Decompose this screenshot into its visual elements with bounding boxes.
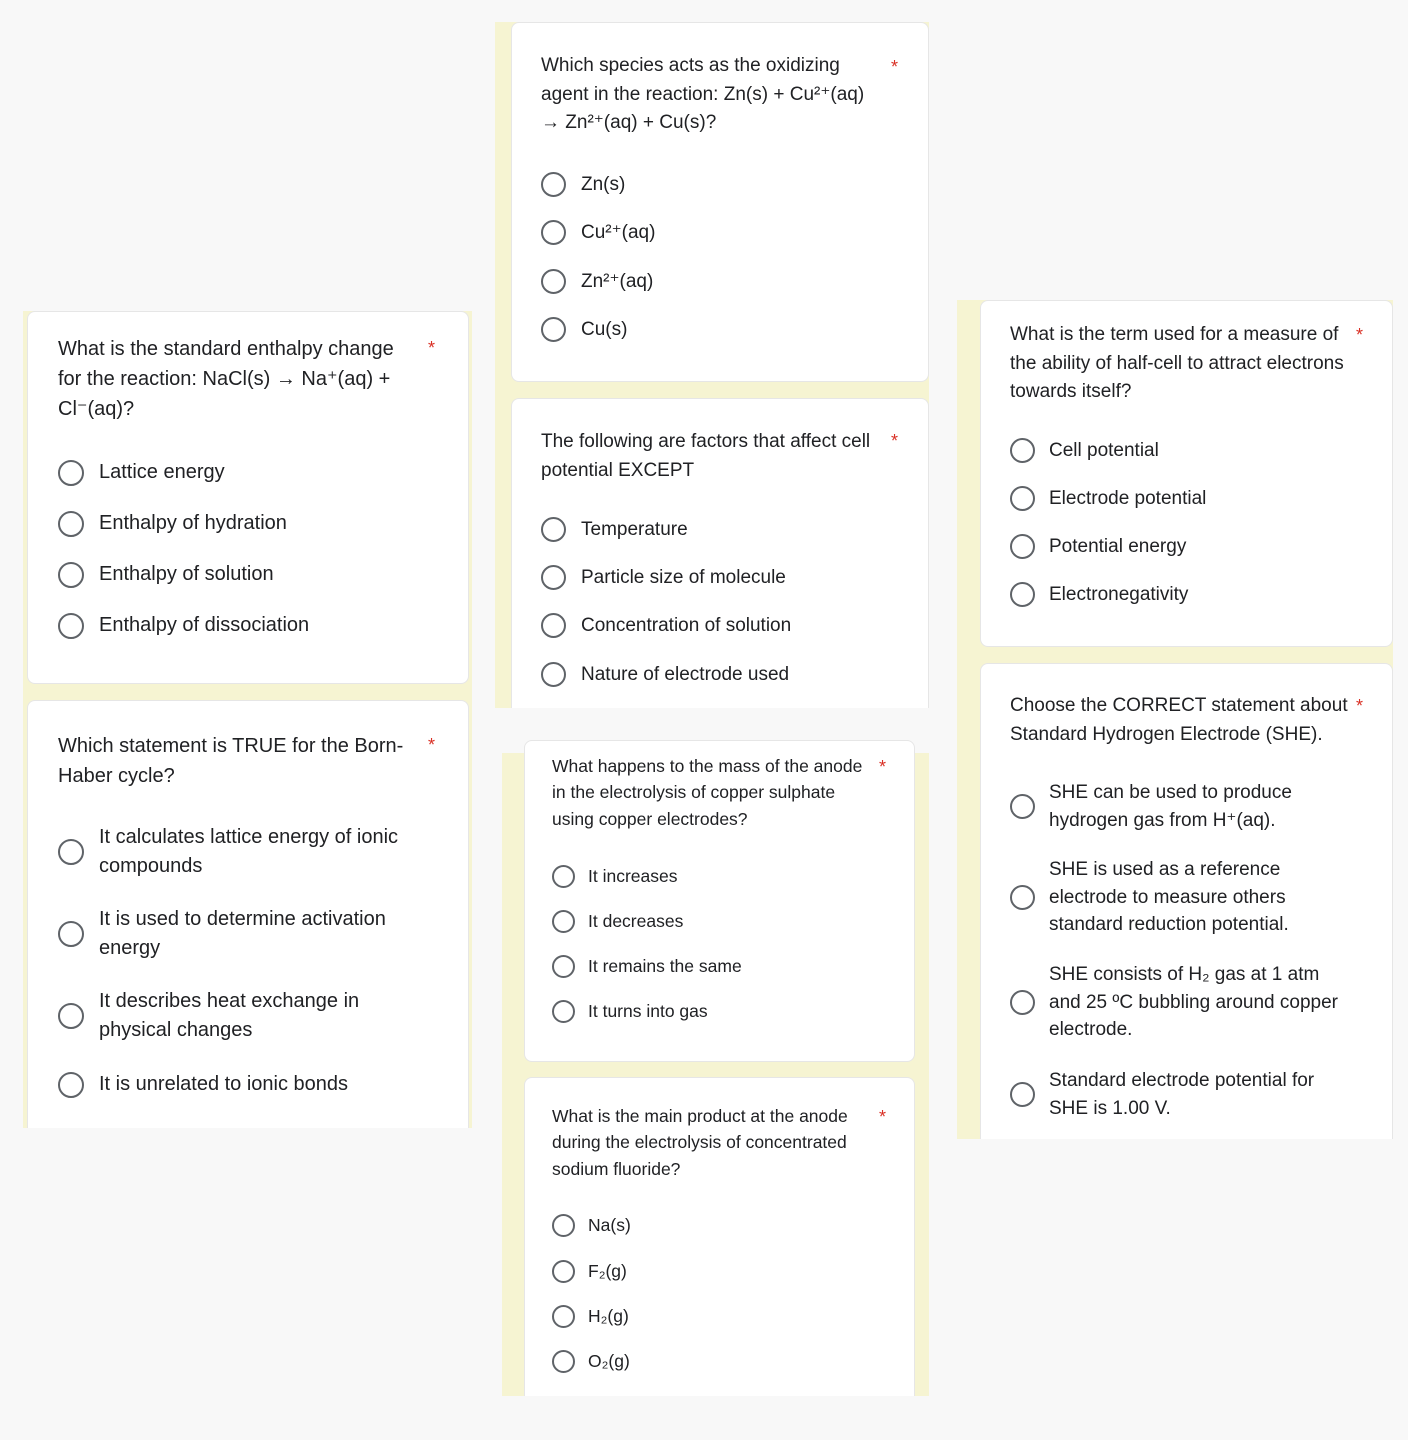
option-she-potential[interactable] [1010, 1067, 1350, 1122]
option-label: Electronegativity [1049, 584, 1189, 605]
required-asterisk: * [879, 1107, 887, 1127]
radio-button[interactable] [552, 1260, 575, 1283]
radio-button[interactable] [58, 1003, 84, 1029]
radio-button[interactable] [552, 1305, 575, 1328]
radio-button[interactable] [552, 955, 575, 978]
option-particle-size[interactable] [541, 564, 786, 592]
required-asterisk: * [428, 338, 436, 358]
radio-button[interactable] [58, 460, 84, 486]
option-label: F₂(g) [588, 1261, 627, 1281]
option-unrelated-ionic[interactable] [58, 1070, 418, 1099]
option-zn-s[interactable] [541, 171, 625, 199]
option-label: Electrode potential [1049, 488, 1207, 509]
required-asterisk: * [428, 735, 436, 755]
radio-button[interactable] [552, 1350, 575, 1373]
option-label: Nature of electrode used [581, 664, 790, 685]
option-label: Temperature [581, 519, 688, 540]
option-mass-decreases[interactable] [552, 909, 683, 934]
radio-button[interactable] [541, 220, 566, 245]
radio-button[interactable] [541, 565, 566, 590]
radio-button[interactable] [1010, 438, 1035, 463]
option-label: Lattice energy [99, 461, 225, 483]
option-label: Standard electrode potential for SHE is 1.00 V. [1049, 1070, 1315, 1119]
question-title: The following are factors that affect cell potential EXCEPT [541, 431, 871, 481]
question-title: Which statement is TRUE for the Born-Haber cycle? [58, 735, 404, 787]
option-electrode-potential[interactable] [1010, 485, 1206, 513]
radio-button[interactable] [1010, 534, 1035, 559]
question-card-enthalpy-change [27, 311, 469, 684]
option-heat-exchange[interactable] [58, 987, 418, 1045]
radio-button[interactable] [541, 613, 566, 638]
question-card-cell-potential-factors [511, 398, 929, 708]
option-concentration[interactable] [541, 612, 791, 640]
radio-button[interactable] [58, 1072, 84, 1098]
option-electronegativity[interactable] [1010, 581, 1188, 609]
question-card-oxidizing-agent [511, 22, 929, 382]
option-cell-potential[interactable] [1010, 437, 1159, 465]
option-label: It is unrelated to ionic bonds [99, 1073, 349, 1095]
option-lattice-energy[interactable] [58, 458, 225, 487]
question-title: What is the standard enthalpy change for the reaction: NaCl(s) → Na⁺(aq) + Cl⁻(aq)? [58, 338, 394, 420]
option-label: H₂(g) [588, 1306, 629, 1326]
option-enthalpy-solution[interactable] [58, 560, 274, 589]
option-f2-g[interactable] [552, 1259, 627, 1284]
radio-button[interactable] [58, 921, 84, 947]
radio-button[interactable] [552, 910, 575, 933]
radio-button[interactable] [552, 1000, 575, 1023]
option-she-reference[interactable] [1010, 856, 1310, 939]
option-label: SHE consists of H₂ gas at 1 atm and 25 ºC bubbling around copper electrode. [1049, 964, 1338, 1041]
question-title: What is the main product at the anode during the electrolysis of concentrated sodium fluoride? [552, 1106, 848, 1179]
option-label: Cu(s) [581, 319, 628, 340]
option-label: Zn(s) [581, 174, 626, 195]
option-label: Cell potential [1049, 440, 1159, 461]
radio-button[interactable] [1010, 885, 1035, 910]
question-title: Choose the CORRECT statement about Standard Hydrogen Electrode (SHE). [1010, 695, 1348, 745]
option-label: Cu²⁺(aq) [581, 222, 656, 243]
option-zn2-aq[interactable] [541, 268, 653, 296]
required-asterisk: * [1356, 696, 1364, 716]
radio-button[interactable] [58, 511, 84, 537]
question-card-anode-product [524, 1077, 915, 1396]
question-title: What happens to the mass of the anode in the electrolysis of copper sulphate using copper electrodes? [552, 756, 863, 829]
radio-button[interactable] [541, 517, 566, 542]
option-label: Enthalpy of hydration [99, 512, 287, 534]
option-label: It describes heat exchange in physical changes [99, 990, 360, 1041]
option-activation-energy[interactable] [58, 905, 418, 963]
radio-button[interactable] [58, 613, 84, 639]
option-mass-same[interactable] [552, 954, 742, 979]
option-mass-gas[interactable] [552, 999, 708, 1024]
option-label: Concentration of solution [581, 615, 792, 636]
required-asterisk: * [891, 57, 899, 77]
question-card-she-statement [980, 663, 1393, 1139]
radio-button[interactable] [541, 269, 566, 294]
radio-button[interactable] [58, 562, 84, 588]
option-electrode-nature[interactable] [541, 661, 789, 689]
option-label: Enthalpy of solution [99, 563, 274, 585]
radio-button[interactable] [1010, 486, 1035, 511]
required-asterisk: * [1356, 325, 1364, 345]
option-label: Enthalpy of dissociation [99, 614, 310, 636]
radio-button[interactable] [1010, 990, 1035, 1015]
option-label: It is used to determine activation energy [99, 908, 386, 959]
option-label: O₂(g) [588, 1351, 630, 1371]
option-cu-s[interactable] [541, 316, 627, 344]
option-h2-g[interactable] [552, 1304, 629, 1329]
option-label: It remains the same [588, 956, 742, 976]
option-label: SHE is used as a reference electrode to measure others standard reduction potential. [1049, 859, 1289, 936]
option-cu2-aq[interactable] [541, 219, 655, 247]
option-label: It decreases [588, 911, 684, 931]
option-label: Na(s) [588, 1215, 631, 1235]
question-card-anode-mass [524, 740, 915, 1062]
option-mass-increases[interactable] [552, 864, 677, 889]
radio-button[interactable] [541, 662, 566, 687]
option-label: Zn²⁺(aq) [581, 271, 654, 292]
option-temperature[interactable] [541, 516, 688, 544]
question-title: Which species acts as the oxidizing agent in the reaction: Zn(s) + Cu²⁺(aq) → Zn²⁺(aq) + Cu(s)? [541, 55, 865, 133]
option-lattice-energy-calc[interactable] [58, 823, 418, 881]
option-enthalpy-dissociation[interactable] [58, 611, 309, 640]
radio-button[interactable] [1010, 582, 1035, 607]
option-she-produce-hydrogen[interactable] [1010, 779, 1350, 834]
option-label: Potential energy [1049, 536, 1187, 557]
option-she-copper-electrode[interactable] [1010, 961, 1350, 1044]
radio-button[interactable] [552, 865, 575, 888]
radio-button[interactable] [541, 317, 566, 342]
required-asterisk: * [891, 431, 899, 451]
question-card-born-haber [27, 700, 469, 1128]
radio-button[interactable] [541, 172, 566, 197]
option-potential-energy[interactable] [1010, 533, 1186, 561]
option-label: It increases [588, 866, 678, 886]
radio-button[interactable] [1010, 1082, 1035, 1107]
question-title: What is the term used for a measure of the ability of half-cell to attract electrons towards itself? [1010, 324, 1344, 402]
option-enthalpy-hydration[interactable] [58, 509, 287, 538]
option-label: It turns into gas [588, 1001, 708, 1021]
required-asterisk: * [879, 757, 887, 777]
option-label: Particle size of molecule [581, 567, 786, 588]
radio-button[interactable] [1010, 794, 1035, 819]
question-card-half-cell-term [980, 300, 1393, 647]
radio-button[interactable] [58, 839, 84, 865]
radio-button[interactable] [552, 1214, 575, 1237]
option-o2-g[interactable] [552, 1349, 630, 1374]
option-na-s[interactable] [552, 1213, 631, 1238]
option-label: SHE can be used to produce hydrogen gas from H⁺(aq). [1049, 782, 1292, 831]
option-label: It calculates lattice energy of ionic compounds [99, 826, 399, 877]
